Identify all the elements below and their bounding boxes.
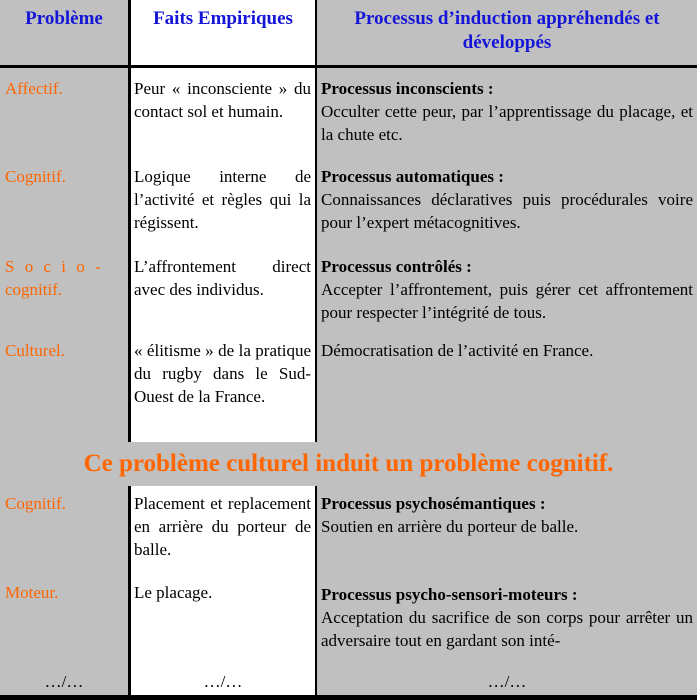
row5-faits: Placement et replacement en arrière du porteur de balle. <box>134 494 311 559</box>
row1-probleme: Affectif. <box>5 79 63 98</box>
row2-faits: Logique interne de l’activité et règles qui la régissent. <box>134 167 311 232</box>
bottom-border <box>0 695 697 700</box>
row6-processus-title: Processus psycho-sensori-moteurs : <box>321 585 578 604</box>
banner-culturel: Ce problème culturel induit un problème cognitif. <box>0 442 697 486</box>
row3-probleme <box>5 255 123 301</box>
row3-faits: L’affrontement direct avec des individus. <box>134 257 311 299</box>
row5-processus-title: Processus psychosémantiques : <box>321 494 546 513</box>
row6-processus-text: Acceptation du sacrifice de son corps pour arrêter un adversaire tout en gardant son inté- <box>321 608 693 650</box>
row2-processus-title: Processus automatiques : <box>321 167 504 186</box>
header-probleme: Problème <box>0 0 128 68</box>
row6-faits: Le placage. <box>134 583 213 602</box>
continuation-col1: …/… <box>44 672 84 691</box>
row1-processus-title: Processus inconscients : <box>321 79 494 98</box>
row5-probleme: Cognitif. <box>5 494 66 513</box>
row5-processus <box>321 492 693 538</box>
header-faits: Faits Empiriques <box>131 0 315 68</box>
row4-processus: Démocratisation de l’activité en France. <box>321 341 594 360</box>
continuation-col2: …/… <box>203 672 243 691</box>
row1-processus <box>321 77 693 146</box>
row3-probleme-text: S o c i o - cognitif. <box>5 257 101 299</box>
row1-processus-text: Occulter cette peur, par l’apprentissage du placage, et la chute etc. <box>321 102 693 144</box>
continuation-col3: …/… <box>487 672 527 691</box>
row2-processus-text: Connaissances déclaratives puis procédurales voire pour l’expert métacognitives. <box>321 190 693 232</box>
row3-processus-title: Processus contrôlés : <box>321 257 472 276</box>
row2-processus <box>321 165 693 234</box>
row3-processus <box>321 255 693 324</box>
row2-probleme: Cognitif. <box>5 167 66 186</box>
row4-faits: « élitisme » de la pratique du rugby dans le Sud-Ouest de la France. <box>134 341 311 406</box>
row3-processus-text: Accepter l’affrontement, puis gérer cet affrontement pour respecter l’intégrité de tous. <box>321 280 693 322</box>
row6-probleme: Moteur. <box>5 583 59 602</box>
row4-probleme: Culturel. <box>5 341 65 360</box>
header-processus: Processus d’induction appréhendés et développés <box>317 0 697 68</box>
row6-processus <box>321 583 693 652</box>
row5-processus-text: Soutien en arrière du porteur de balle. <box>321 517 579 536</box>
row1-faits: Peur « inconsciente » du contact sol et humain. <box>134 79 311 121</box>
